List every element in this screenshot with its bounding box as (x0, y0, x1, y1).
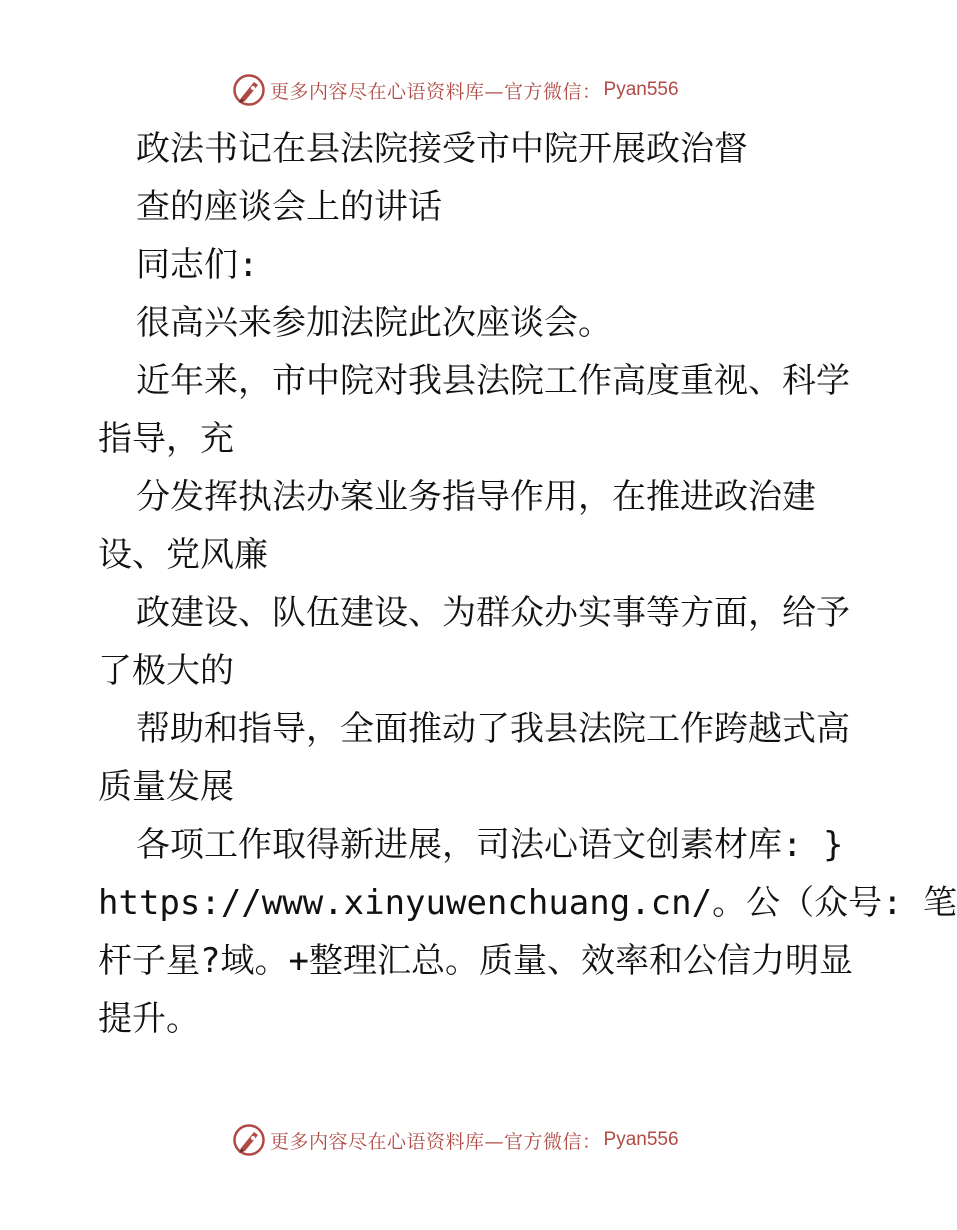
pen-logo-icon (232, 1123, 266, 1157)
paragraph-line: 质量发展 (98, 767, 234, 807)
title-line-2: 查的座谈会上的讲话 (136, 187, 442, 227)
paragraph-line: https://www.xinyuwenchuang.cn/。公（众号: 笔 (98, 883, 957, 923)
paragraph-line: 分发挥执法办案业务指导作用，在推进政治建 (136, 477, 816, 517)
title-line-1: 政法书记在县法院接受市中院开展政治督 (136, 129, 748, 169)
pen-logo-icon (232, 73, 266, 107)
header-watermark-banner (232, 70, 679, 110)
paragraph-line: 设、党风廉 (98, 535, 268, 575)
footer-watermark-banner (232, 1120, 679, 1160)
paragraph-line: 帮助和指导，全面推动了我县法院工作跨越式高 (136, 709, 850, 749)
paragraph-line: 近年来，市中院对我县法院工作高度重视、科学 (136, 361, 850, 401)
footer-banner-text: 更多内容尽在心语资料库—官方微信： (270, 1130, 602, 1153)
paragraph-line: 指导，充 (98, 419, 234, 459)
salutation-line: 同志们: (136, 245, 259, 285)
footer-banner-id: Pyan556 (603, 1129, 679, 1150)
paragraph-line: 各项工作取得新进展，司法心语文创素材库: } (136, 825, 844, 865)
paragraph-line: 政建设、队伍建设、为群众办实事等方面，给予 (136, 593, 850, 633)
header-banner-text: 更多内容尽在心语资料库—官方微信： (270, 80, 602, 103)
speech-body (98, 120, 957, 1048)
header-banner-id: Pyan556 (603, 79, 679, 100)
paragraph-line: 了极大的 (98, 651, 234, 691)
paragraph-line: 很高兴来参加法院此次座谈会。 (136, 303, 612, 343)
paragraph-line: 杆子星?域。+整理汇总。质量、效率和公信力明显 (98, 941, 853, 981)
paragraph-line: 提升。 (98, 999, 200, 1039)
